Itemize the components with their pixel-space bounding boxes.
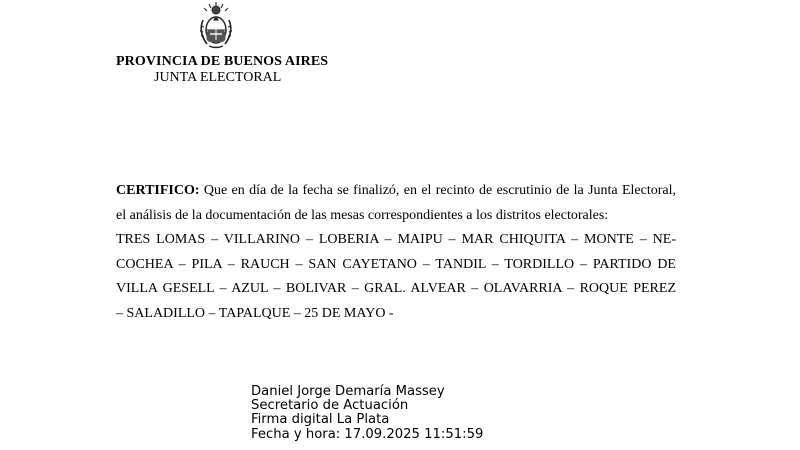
certificate-line-2: el análisis de la documentación de las mesas correspondientes a los distritos electorales: bbox=[116, 207, 609, 223]
certificate-text-line-1: Que en día de la fecha se finalizó, en el recinto de escrutinio de la Junta Electoral, bbox=[199, 183, 676, 198]
districts-line-1: TRES LOMAS – VILLARINO – LOBERIA – MAIPU – MAR CHIQUITA – MONTE – NE- bbox=[116, 232, 676, 247]
certificate-body bbox=[116, 184, 676, 331]
signer-position: Secretario de Actuación bbox=[251, 398, 409, 414]
signature-type: Firma digital La Plata bbox=[251, 412, 390, 428]
districts-line-3: VILLA GESELL – AZUL – BOLIVAR – GRAL. ALVEAR – OLAVARRIA – ROQUE PEREZ bbox=[116, 281, 676, 296]
certificate-line-1 bbox=[116, 184, 676, 209]
institution-header bbox=[116, 54, 328, 86]
signature-datetime: Fecha y hora: 17.09.2025 11:51:59 bbox=[251, 426, 484, 442]
coat-of-arms-icon bbox=[195, 0, 237, 52]
certifico-label: CERTIFICO: bbox=[116, 183, 200, 198]
signer-name: Daniel Jorge Demaría Massey bbox=[251, 384, 445, 399]
province-name: PROVINCIA DE BUENOS AIRES bbox=[116, 54, 329, 69]
districts-line-4: – SALADILLO – TAPALQUE – 25 DE MAYO - bbox=[116, 305, 394, 321]
institution-name: JUNTA ELECTORAL bbox=[154, 70, 282, 85]
districts-line-2: COCHEA – PILA – RAUCH – SAN CAYETANO – TANDIL – TORDILLO – PARTIDO DE bbox=[116, 256, 676, 272]
digital-signature-block bbox=[251, 385, 483, 442]
